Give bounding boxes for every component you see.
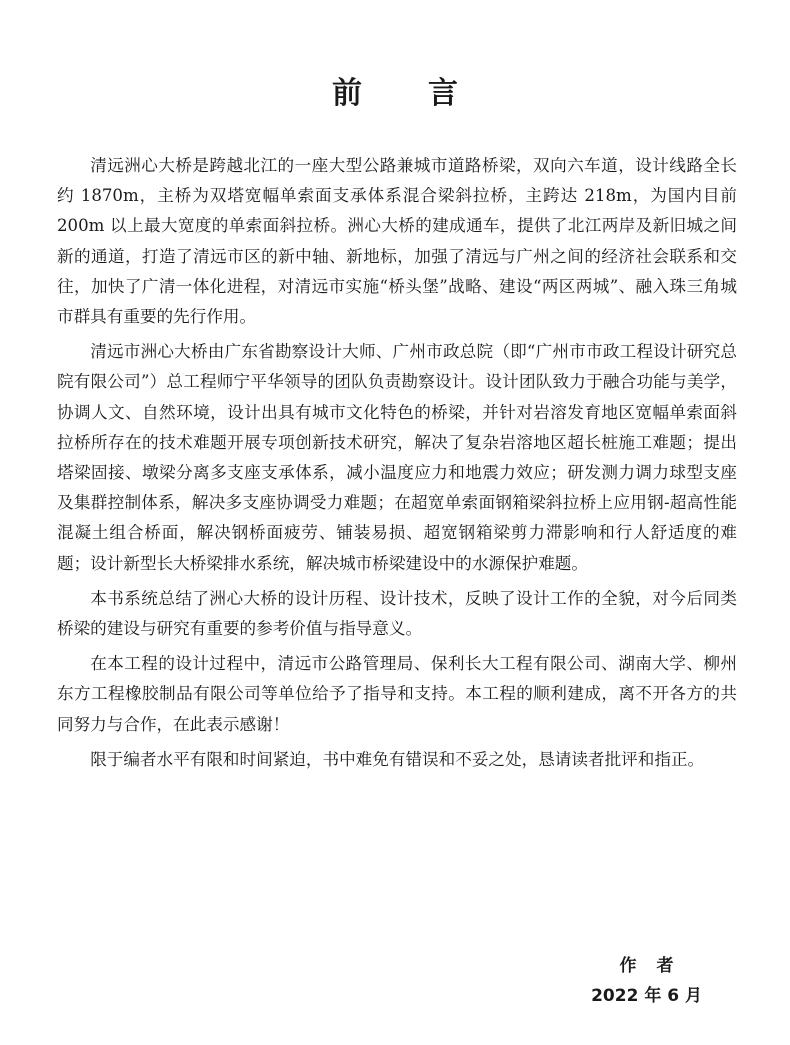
page-title (0, 72, 790, 116)
signature-date: 2022 年 6 月 (591, 986, 702, 1006)
paragraph-4: 在本工程的设计过程中，清远市公路管理局、保利长大工程有限公司、湖南大学、柳州东方工程橡胶制品有限公司等单位给予了指导和支持。本工程的顺利建成，离不开各方的共同努力与合作，在此表示感谢！ (57, 654, 737, 734)
preface-body (57, 151, 737, 780)
signature-block (591, 952, 702, 1010)
paragraph-2: 清远市洲心大桥由广东省勘察设计大师、广州市政总院（即“广州市市政工程设计研究总院有限公司”）总工程师宁平华领导的团队负责勘察设计。设计团队致力于融合功能与美学，协调人文、自然环境，设计出具有城市文化特色的桥梁，并针对岩溶发育地区宽幅单索面斜拉桥所存在的技术难题开展专项创新技术研究，解决了复杂岩溶地区超长桩施工难题；提出塔梁固接、墩梁分离多支座支承体系，减小温度应力和地震力效应；研发测力调力球型支座及集群控制体系，解决多支座协调受力难题；在超宽单索面钢箱梁斜拉桥上应用钢-超高性能混凝土组合桥面，解决钢桥面疲劳、铺装易损、超宽钢箱梁剪力滞影响和行人舒适度的难题；设计新型长大桥梁排水系统，解决城市桥梁建设中的水源保护难题。 (57, 342, 737, 573)
title-char-1: 前 (332, 76, 362, 111)
title-char-2: 言 (428, 76, 458, 111)
paragraph-1: 清远洲心大桥是跨越北江的一座大型公路兼城市道路桥梁，双向六车道，设计线路全长约 1870m，主桥为双塔宽幅单索面支承体系混合梁斜拉桥，主跨达 218m，为国内目前 200m 以上最大宽度的单索面斜拉桥。洲心大桥的建成通车，提供了北江两岸及新旧城之间新的通道，打造了清远市区的新中轴、新地标，加强了清远与广州之间的经济社会联系和交往，加快了广清一体化进程，对清远市实施“桥头堡”战略、建设“两区两城”、融入珠三角城市群具有重要的先行作用。 (57, 156, 737, 327)
paragraph-3: 本书系统总结了洲心大桥的设计历程、设计技术，反映了设计工作的全貌，对今后同类桥梁的建设与研究有重要的参考价值与指导意义。 (57, 588, 737, 639)
signature-author: 作者 (619, 956, 694, 976)
paragraph-5: 限于编者水平有限和时间紧迫，书中难免有错误和不妥之处，恳请读者批评和指正。 (90, 749, 705, 769)
